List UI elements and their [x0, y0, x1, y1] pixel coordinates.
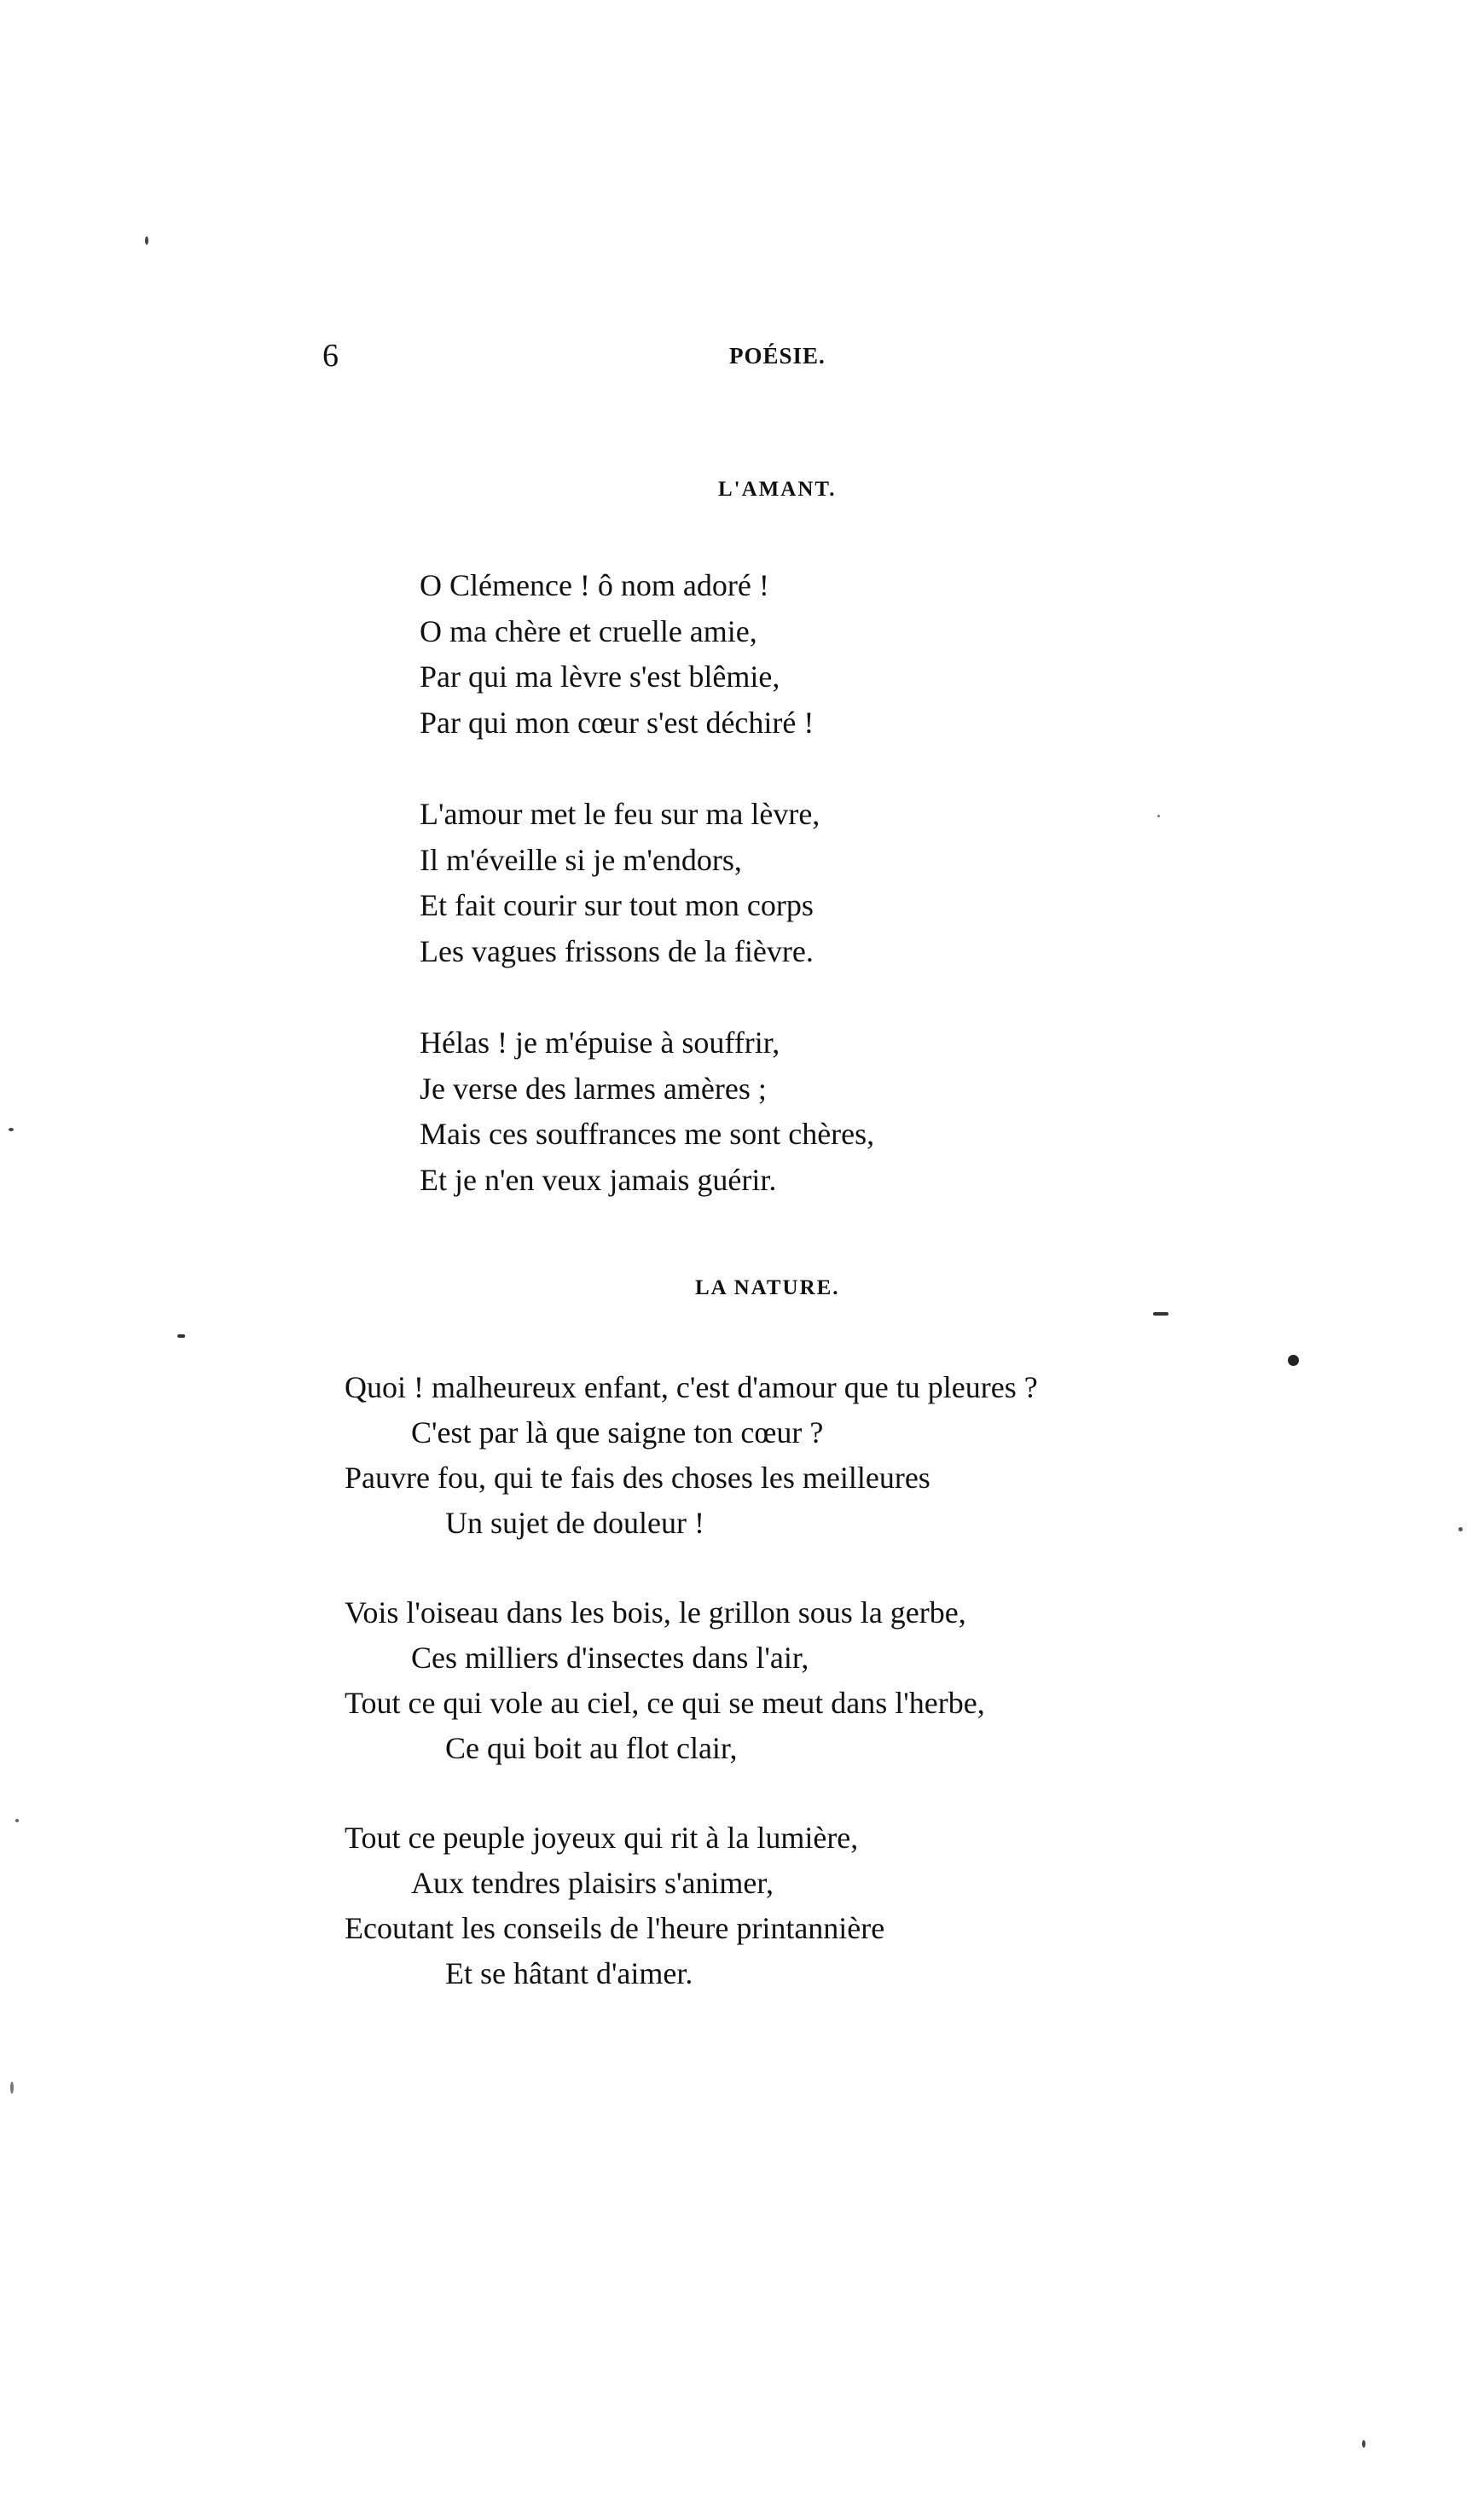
stanza [345, 1365, 1038, 1546]
scan-speck [10, 2082, 14, 2094]
running-title: POÉSIE. [729, 343, 826, 369]
verse-line: Par qui mon cœur s'est déchiré ! [420, 705, 814, 740]
verse-line: O Clémence ! ô nom adoré ! [420, 568, 769, 602]
poem-title-la-nature: LA NATURE. [695, 1276, 840, 1299]
verse-line: Et fait courir sur tout mon corps [420, 888, 814, 922]
stanza [345, 1590, 1038, 1771]
verse-line: Aux tendres plaisirs s'animer, [411, 1866, 774, 1900]
verse-line: Les vagues frissons de la fièvre. [420, 933, 814, 968]
verse-line: Ces milliers d'insectes dans l'air, [411, 1641, 809, 1675]
scan-speck [15, 1819, 19, 1822]
poem-la-nature [345, 1365, 1038, 2041]
verse-line: Pauvre fou, qui te fais des choses les meilleures [345, 1461, 930, 1495]
verse-line: Je verse des larmes amères ; [420, 1071, 767, 1106]
verse-line: Et je n'en veux jamais guérir. [420, 1162, 777, 1197]
verse-line: Tout ce qui vole au ciel, ce qui se meut dans l'herbe, [345, 1686, 985, 1720]
verse-line: Ce qui boit au flot clair, [445, 1731, 738, 1765]
verse-line: Il m'éveille si je m'endors, [420, 842, 742, 877]
page-number: 6 [322, 338, 339, 374]
scan-speck [1458, 1527, 1463, 1531]
verse-line: O ma chère et cruelle amie, [420, 613, 757, 648]
verse-line: Mais ces souffrances me sont chères, [420, 1117, 875, 1151]
verse-line: Quoi ! malheureux enfant, c'est d'amour que tu pleures ? [345, 1370, 1038, 1404]
stanza [345, 1816, 1038, 1996]
scan-speck [145, 236, 148, 245]
verse-line: Par qui ma lèvre s'est blêmie, [420, 659, 780, 694]
scan-speck [1288, 1355, 1299, 1366]
verse-line: Ecoutant les conseils de l'heure printannière [345, 1911, 885, 1945]
verse-line: Et se hâtant d'aimer. [445, 1956, 693, 1990]
verse-line: Un sujet de douleur ! [445, 1506, 704, 1540]
verse-line: L'amour met le feu sur ma lèvre, [420, 797, 820, 831]
stanza [420, 1020, 874, 1203]
verse-line: Vois l'oiseau dans les bois, le grillon sous la gerbe, [345, 1595, 966, 1630]
stanza [420, 563, 874, 746]
scan-speck [9, 1128, 14, 1131]
poem-title-lamant: L'AMANT. [718, 478, 837, 501]
scan-speck [1153, 1312, 1168, 1316]
scan-speck [1362, 2440, 1365, 2448]
verse-line: C'est par là que saigne ton cœur ? [411, 1415, 824, 1450]
stanza [420, 792, 874, 974]
poem-lamant [420, 563, 874, 1249]
scan-speck [177, 1334, 185, 1338]
scan-speck [1157, 815, 1160, 817]
verse-line: Tout ce peuple joyeux qui rit à la lumière, [345, 1821, 859, 1855]
verse-line: Hélas ! je m'épuise à souffrir, [420, 1025, 780, 1060]
